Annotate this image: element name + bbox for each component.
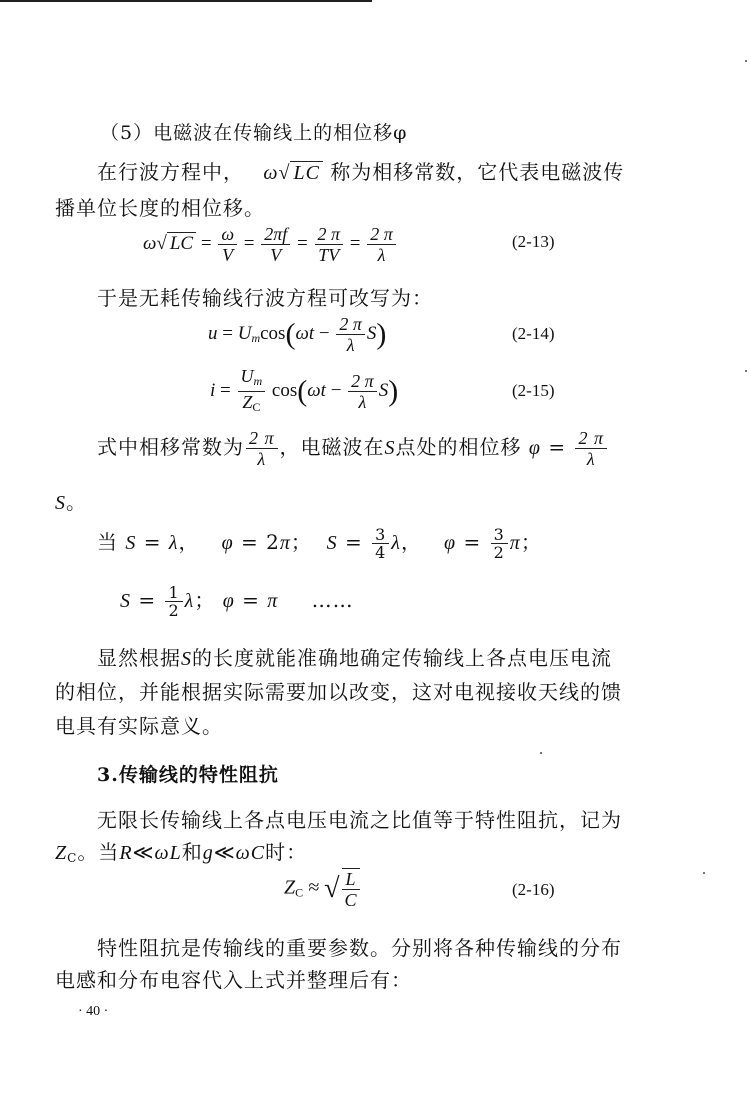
equation-2-13: ω√ LC = $\frac{\omega}{V}$ = $\frac{2\pi f}{V}$ = $\frac{2 \pi}{TV}$ = $\frac{2 \pi}{\lambda}$ (143, 224, 398, 265)
paragraph-4-line-1: 显然根据S的长度就能准确地确定传输线上各点电压电流 (97, 646, 612, 670)
case-row-2: S = $\frac{1}{2}$ λ； φ = π …… (120, 583, 354, 620)
equation-2-16: $Z_C$ ≈ √ $\frac{L}{C}$ (284, 868, 362, 910)
scan-speck (703, 872, 705, 874)
scan-speck (540, 752, 542, 754)
page-number: · 40 · (78, 1004, 109, 1019)
paragraph-1-line-2: 播单位长度的相位移。 (55, 196, 265, 220)
section-5-heading: （5）电磁波在传输线上的相位移φ (100, 122, 408, 144)
equation-number-2-16: (2-16) (512, 880, 555, 899)
paragraph-3: 式中相移常数为 $\frac{2 \pi}{\lambda}$ ，电磁波在S点处的相位移 φ = $\frac{2 \pi}{\lambda}$ (97, 428, 609, 469)
paragraph-2: 于是无耗传输线行波方程可改写为： (97, 286, 433, 310)
paragraph-5-line-2: $Z_C$。当R≪ωL和g≪ωC时： (55, 840, 308, 865)
section-3-heading: 3.传输线的特性阻抗 (97, 764, 279, 786)
equation-2-15: i = $\frac{U_m}{Z_C}$ cos(ωt − $\frac{2 \pi}{\lambda}$ S) (210, 366, 399, 414)
paragraph-3-end: S。 (55, 490, 87, 514)
equation-number-2-13: (2-13) (512, 232, 555, 251)
scan-speck (745, 60, 747, 62)
paragraph-4-line-3: 电具有实际意义。 (55, 714, 223, 738)
paragraph-4-line-2: 的相位，并能根据实际需要加以改变，这对电视接收天线的馈 (55, 680, 622, 704)
scan-speck (745, 370, 747, 372)
paragraph-6-line-1: 特性阻抗是传输线的重要参数。分别将各种传输线的分布 (97, 936, 622, 960)
equation-2-14: $u = U_m\cos(\omega t$ − $\frac{2 \pi}{\lambda}$ S) (208, 314, 387, 355)
paragraph-6-line-2: 电感和分布电容代入上式并整理后有： (55, 968, 412, 992)
equation-number-2-14: (2-14) (512, 324, 555, 343)
paragraph-5-line-1: 无限长传输线上各点电压电流之比值等于特性阻抗，记为 (97, 808, 622, 832)
case-row-1: 当 S = λ， φ = 2π； S = $\frac{3}{4}$ λ， φ = $\frac{3}{2}$ π； (97, 525, 542, 562)
top-rule (0, 0, 372, 2)
paragraph-1-line-1: 在行波方程中， ω√ LC 称为相移常数，它代表电磁波传 (97, 160, 625, 184)
equation-number-2-15: (2-15) (512, 381, 555, 400)
